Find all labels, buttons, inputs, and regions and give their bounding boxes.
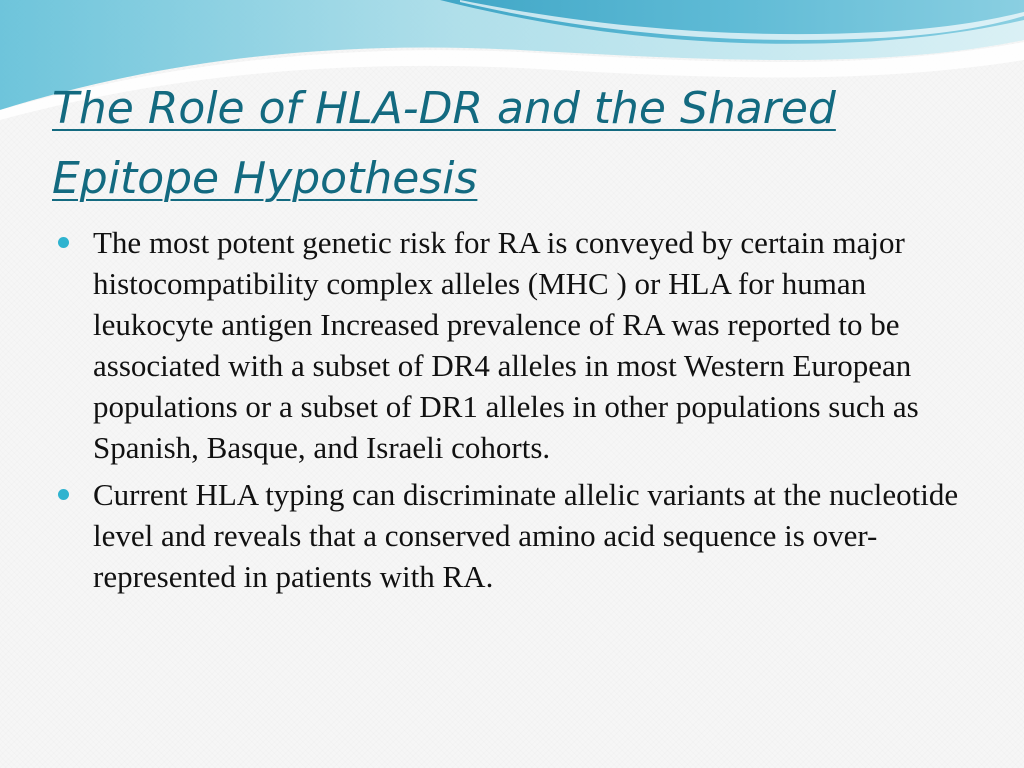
slide-title-line-1: The Role of HLA-DR and the Shared <box>52 83 836 134</box>
bullet-text: The most potent genetic risk for RA is conveyed by certain major histocompatibility complex alleles (MHC ) or HLA for human leukocyte antigen Increased prevalence of RA was reported to be associated with a subset of DR4 alleles in most Western European populations or a subset of DR1 alleles in other populations such as Spanish, Basque, and Israeli cohorts. <box>93 225 919 465</box>
bullet-list <box>58 222 978 603</box>
bullet-item <box>58 474 978 597</box>
slide-title-line-2: Epitope Hypothesis <box>52 153 478 204</box>
bullet-dot-icon <box>58 237 69 248</box>
bullet-dot-icon <box>58 489 69 500</box>
bullet-item <box>58 222 978 468</box>
bullet-text: Current HLA typing can discriminate allelic variants at the nucleotide level and reveals that a conserved amino acid sequence is over-represented in patients with RA. <box>93 477 959 594</box>
slide-title <box>52 74 952 214</box>
